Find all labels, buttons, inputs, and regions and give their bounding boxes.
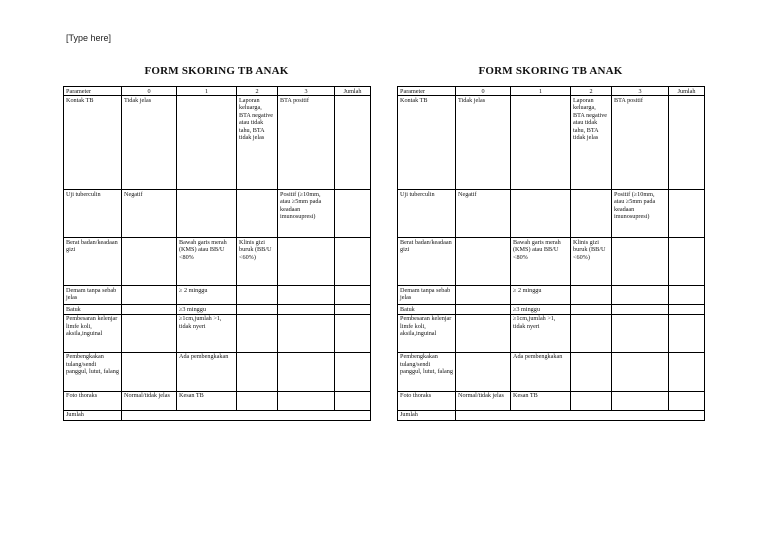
jumlah-cell <box>335 96 371 190</box>
table-row <box>398 305 705 314</box>
param-cell: Uji tuberculin <box>64 190 122 238</box>
header-parameter: Parameter <box>64 87 122 96</box>
total-label: Jumlah <box>64 410 122 420</box>
jumlah-cell <box>335 352 371 391</box>
score-2-cell <box>237 286 278 305</box>
score-2-cell: Laporan keluarga, BTA negative atau tidak tahu, BTA tidak jelas <box>571 96 612 190</box>
scoring-table <box>397 86 705 421</box>
header-score-1: 1 <box>511 87 571 96</box>
score-0-cell <box>456 314 511 352</box>
score-0-cell: Normal/tidak jelas <box>122 391 177 410</box>
param-cell: Foto thoraks <box>398 391 456 410</box>
header-score-0: 0 <box>122 87 177 96</box>
table-row <box>64 391 371 410</box>
total-label: Jumlah <box>398 410 456 420</box>
score-1-cell: ≥3 minggu <box>511 305 571 314</box>
score-3-cell: BTA positif <box>612 96 669 190</box>
form-title: FORM SKORING TB ANAK <box>478 65 623 77</box>
score-0-cell <box>456 305 511 314</box>
score-1-cell: Kesan TB <box>511 391 571 410</box>
score-2-cell <box>571 391 612 410</box>
score-3-cell <box>612 305 669 314</box>
table-row <box>64 314 371 352</box>
jumlah-cell <box>669 190 705 238</box>
param-cell: Berat badan/keadaan gizi <box>398 238 456 286</box>
score-2-cell <box>237 391 278 410</box>
header-score-2: 2 <box>237 87 278 96</box>
score-3-cell <box>612 391 669 410</box>
total-value-cell <box>122 410 371 420</box>
score-0-cell <box>122 286 177 305</box>
score-0-cell: Normal/tidak jelas <box>456 391 511 410</box>
score-3-cell <box>612 286 669 305</box>
scoring-table <box>63 86 371 421</box>
score-3-cell: BTA positif <box>278 96 335 190</box>
table-row <box>398 352 705 391</box>
score-1-cell: ≥3 minggu <box>177 305 237 314</box>
jumlah-cell <box>669 238 705 286</box>
param-cell: Foto thoraks <box>64 391 122 410</box>
score-0-cell: Negatif <box>122 190 177 238</box>
jumlah-cell <box>669 314 705 352</box>
score-3-cell <box>612 352 669 391</box>
table-row <box>64 190 371 238</box>
header-score-2: 2 <box>571 87 612 96</box>
score-1-cell: ≥ 2 minggu <box>177 286 237 305</box>
score-3-cell: Positif (≥10mm, atau ≥5mm pada keadaan imunosupresi) <box>612 190 669 238</box>
param-cell: Demam tanpa sebab jelas <box>398 286 456 305</box>
param-cell: Kontak TB <box>398 96 456 190</box>
score-2-cell: Laporan keluarga, BTA negative atau tidak tahu, BTA tidak jelas <box>237 96 278 190</box>
score-3-cell <box>612 314 669 352</box>
table-row <box>398 96 705 190</box>
param-cell: Batuk <box>398 305 456 314</box>
jumlah-cell <box>669 305 705 314</box>
table-row <box>398 391 705 410</box>
scoring-form-left <box>63 64 370 421</box>
param-cell: Kontak TB <box>64 96 122 190</box>
param-cell: Demam tanpa sebab jelas <box>64 286 122 305</box>
header-score-3: 3 <box>278 87 335 96</box>
jumlah-cell <box>669 352 705 391</box>
score-1-cell: Ada pembengkakan <box>177 352 237 391</box>
jumlah-cell <box>669 391 705 410</box>
table-row <box>64 238 371 286</box>
table-row <box>64 352 371 391</box>
table-row <box>398 286 705 305</box>
score-0-cell: Negatif <box>456 190 511 238</box>
score-3-cell: Positif (≥10mm, atau ≥5mm pada keadaan imunosupresi) <box>278 190 335 238</box>
score-3-cell <box>612 238 669 286</box>
score-3-cell <box>278 391 335 410</box>
jumlah-cell <box>669 96 705 190</box>
table-header-row <box>398 87 705 96</box>
score-3-cell <box>278 238 335 286</box>
param-cell: Batuk <box>64 305 122 314</box>
score-0-cell <box>456 286 511 305</box>
score-1-cell <box>177 96 237 190</box>
score-2-cell <box>237 352 278 391</box>
score-0-cell <box>456 352 511 391</box>
param-cell: Pembengkakan tulang/sendi panggul, lutut, falang <box>398 352 456 391</box>
score-1-cell: ≥1cm,jumlah >1, tidak nyeri <box>177 314 237 352</box>
header-score-3: 3 <box>612 87 669 96</box>
param-cell: Uji tuberculin <box>398 190 456 238</box>
table-row <box>64 305 371 314</box>
score-0-cell: Tidak jelas <box>456 96 511 190</box>
score-1-cell <box>511 190 571 238</box>
score-3-cell <box>278 305 335 314</box>
score-1-cell: Bawah garis merah (KMS) atau BB/U <80% <box>177 238 237 286</box>
score-2-cell <box>571 286 612 305</box>
score-3-cell <box>278 286 335 305</box>
score-2-cell <box>571 352 612 391</box>
header-jumlah: Jumlah <box>669 87 705 96</box>
score-0-cell <box>122 238 177 286</box>
score-1-cell <box>511 96 571 190</box>
table-row <box>64 286 371 305</box>
score-2-cell <box>237 190 278 238</box>
total-row <box>64 410 371 420</box>
form-title: FORM SKORING TB ANAK <box>144 65 289 77</box>
score-1-cell: ≥ 2 minggu <box>511 286 571 305</box>
table-row <box>64 96 371 190</box>
jumlah-cell <box>335 190 371 238</box>
jumlah-cell <box>335 391 371 410</box>
score-3-cell <box>278 352 335 391</box>
table-row <box>398 314 705 352</box>
table-header-row <box>64 87 371 96</box>
score-1-cell: ≥1cm,jumlah >1, tidak nyeri <box>511 314 571 352</box>
score-2-cell <box>237 314 278 352</box>
score-1-cell <box>177 190 237 238</box>
score-0-cell <box>122 314 177 352</box>
score-2-cell <box>237 305 278 314</box>
score-2-cell: Klinis gizi buruk (BB/U <60%) <box>571 238 612 286</box>
score-3-cell <box>278 314 335 352</box>
header-parameter: Parameter <box>398 87 456 96</box>
param-cell: Pembesaran kelenjar limfe koli, aksila,inguinal <box>64 314 122 352</box>
score-1-cell: Ada pembengkakan <box>511 352 571 391</box>
score-0-cell <box>456 238 511 286</box>
score-2-cell <box>571 305 612 314</box>
header-score-0: 0 <box>456 87 511 96</box>
total-row <box>398 410 705 420</box>
scoring-form-right <box>397 64 704 421</box>
param-cell: Pembengkakan tulang/sendi panggul, lutut, falang <box>64 352 122 391</box>
table-row <box>398 238 705 286</box>
jumlah-cell <box>335 286 371 305</box>
score-0-cell: Tidak jelas <box>122 96 177 190</box>
jumlah-cell <box>335 314 371 352</box>
total-value-cell <box>456 410 705 420</box>
jumlah-cell <box>335 305 371 314</box>
score-2-cell: Klinis gizi buruk (BB/U <60%) <box>237 238 278 286</box>
score-0-cell <box>122 305 177 314</box>
param-cell: Pembesaran kelenjar limfe koli, aksila,inguinal <box>398 314 456 352</box>
jumlah-cell <box>669 286 705 305</box>
header-jumlah: Jumlah <box>335 87 371 96</box>
score-1-cell: Kesan TB <box>177 391 237 410</box>
header-placeholder: [Type here] <box>66 33 112 43</box>
score-2-cell <box>571 314 612 352</box>
score-2-cell <box>571 190 612 238</box>
param-cell: Berat badan/keadaan gizi <box>64 238 122 286</box>
score-1-cell: Bawah garis merah (KMS) atau BB/U <80% <box>511 238 571 286</box>
header-score-1: 1 <box>177 87 237 96</box>
table-row <box>398 190 705 238</box>
score-0-cell <box>122 352 177 391</box>
jumlah-cell <box>335 238 371 286</box>
